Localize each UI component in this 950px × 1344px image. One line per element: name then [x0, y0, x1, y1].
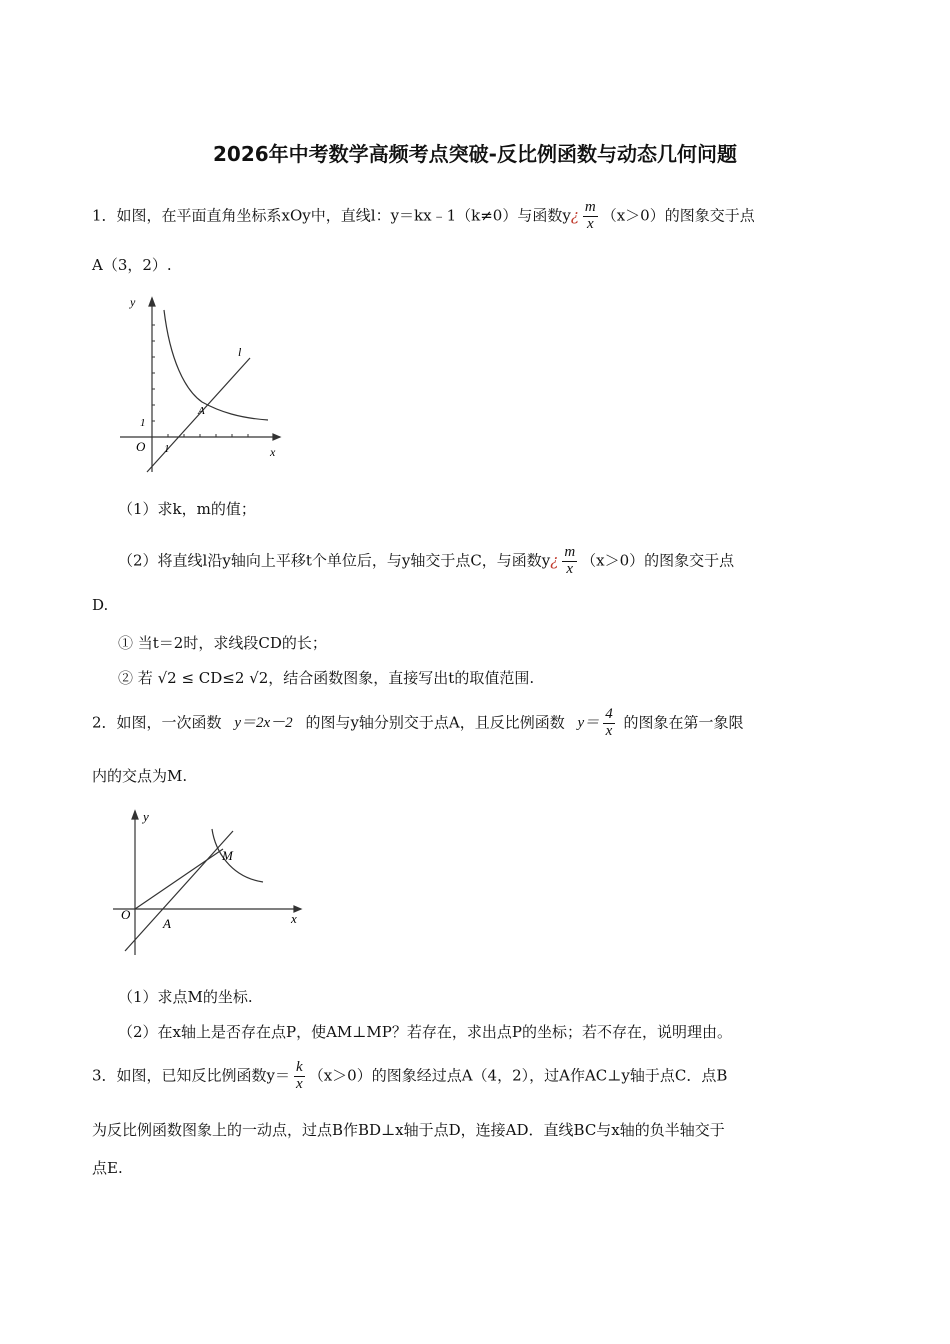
- q1-ticks: [152, 325, 248, 437]
- q2-stem-text-b: 的图与y轴分别交于点A，且反比例函数: [305, 713, 565, 732]
- q1-sub2-text-a: ② 若: [118, 669, 153, 687]
- q2-frac-den: x: [605, 722, 613, 739]
- q2-frac-num: 4: [605, 706, 613, 722]
- q1-part2-text-a: （2）将直线l沿y轴向上平移t个单位后，与y轴交于点C，与函数y: [118, 551, 551, 570]
- q3-stem-line1: [92, 1060, 727, 1093]
- q2-label-x: x: [291, 911, 297, 926]
- q1-frac-num: m: [584, 199, 596, 215]
- q1-sub1: ① 当t＝2时，求线段CD的长；: [118, 634, 327, 652]
- q1-figure: [110, 290, 295, 475]
- q1-part2-line1: [118, 545, 734, 578]
- q1-sub2: [118, 667, 534, 688]
- q1-sub2-text-b: ≤ CD≤2: [181, 669, 245, 687]
- q2-equation-lhs: y＝: [577, 715, 600, 732]
- q2-line-om: [135, 849, 223, 909]
- q3-frac-den: x: [296, 1075, 303, 1092]
- q1-sub2-root2: √2: [249, 669, 269, 687]
- q2-part2: （2）在x轴上是否存在点P，使AM⊥MP？若存在，求出点P的坐标；若不存在，说明理由。: [118, 1023, 732, 1041]
- q3-stem-text-b: （x＞0）的图象经过点A（4，2），过A作AC⊥y轴于点C．点B: [308, 1066, 728, 1085]
- q1-stem-text-b: （x＞0）的图象交于点: [601, 206, 755, 225]
- q1-part2-frac-den: x: [566, 560, 574, 577]
- q1-part1: （1）求k，m的值；: [118, 500, 256, 518]
- q1-y-arrow: [149, 298, 155, 306]
- q1-frac-den: x: [586, 215, 594, 232]
- q2-label-O: O: [121, 907, 131, 922]
- q2-y-arrow: [132, 811, 138, 819]
- q2-figure: [105, 805, 310, 965]
- q2-label-y: y: [143, 809, 149, 824]
- q3-stem-line2: 为反比例函数图象上的一动点，过点B作BD⊥x轴于点D，连接AD．直线BC与x轴的负半轴交于: [92, 1121, 725, 1139]
- q1-garbled-char: ¿: [570, 206, 579, 225]
- q2-line-am: [125, 831, 233, 951]
- q1-fraction: [583, 200, 598, 233]
- q3-stem-line3: 点E.: [92, 1159, 123, 1177]
- q1-sub2-text-c: ，结合函数图象，直接写出t的取值范围.: [268, 669, 535, 687]
- q1-label-y: y: [130, 295, 136, 309]
- q2-stem-line1: [92, 707, 744, 740]
- q1-label-l: l: [238, 345, 242, 359]
- q3-stem-text-a: 3．如图，已知反比例函数y＝: [92, 1066, 291, 1085]
- q1-label-O: O: [136, 439, 146, 454]
- q1-label-x: x: [270, 445, 276, 459]
- q1-part2-fraction: [562, 545, 577, 578]
- q2-part1: （1）求点M的坐标.: [118, 988, 253, 1006]
- q1-label-A: A: [198, 405, 205, 417]
- q2-stem-text-c: 的图象在第一象限: [623, 713, 744, 732]
- q1-part2-text-b: （x＞0）的图象交于点: [581, 551, 735, 570]
- q1-stem-line1: [92, 200, 755, 233]
- q3-fraction: [294, 1060, 305, 1093]
- q2-stem-line2: 内的交点为M.: [92, 767, 188, 785]
- q2-label-A: A: [163, 916, 171, 931]
- q2-stem-text-a: 2．如图，一次函数: [92, 713, 222, 732]
- q1-stem-text-a: 1．如图，在平面直角坐标系xOy中，直线l：y＝kx﹣1（k≠0）与函数y: [92, 206, 571, 225]
- q2-equation-linear: y＝2x－2: [234, 715, 293, 732]
- q1-sub2-root1: √2: [157, 669, 177, 687]
- q1-label-one-y: 1: [140, 417, 146, 429]
- q2-fraction: [603, 707, 615, 740]
- q1-x-arrow: [273, 434, 280, 440]
- q1-part2-line2: D.: [92, 596, 109, 614]
- q1-hyperbola: [164, 310, 268, 420]
- q1-stem-line2: A（3，2）.: [92, 256, 172, 274]
- q1-part2-frac-num: m: [564, 544, 576, 560]
- q3-frac-num: k: [296, 1059, 303, 1075]
- q2-hyperbola: [212, 829, 263, 882]
- q2-label-M: M: [222, 848, 233, 863]
- q1-part2-garbled-char: ¿: [550, 551, 559, 570]
- q1-label-one-x: 1: [164, 443, 170, 455]
- document-title: 2026年中考数学高频考点突破-反比例函数与动态几何问题: [213, 142, 737, 166]
